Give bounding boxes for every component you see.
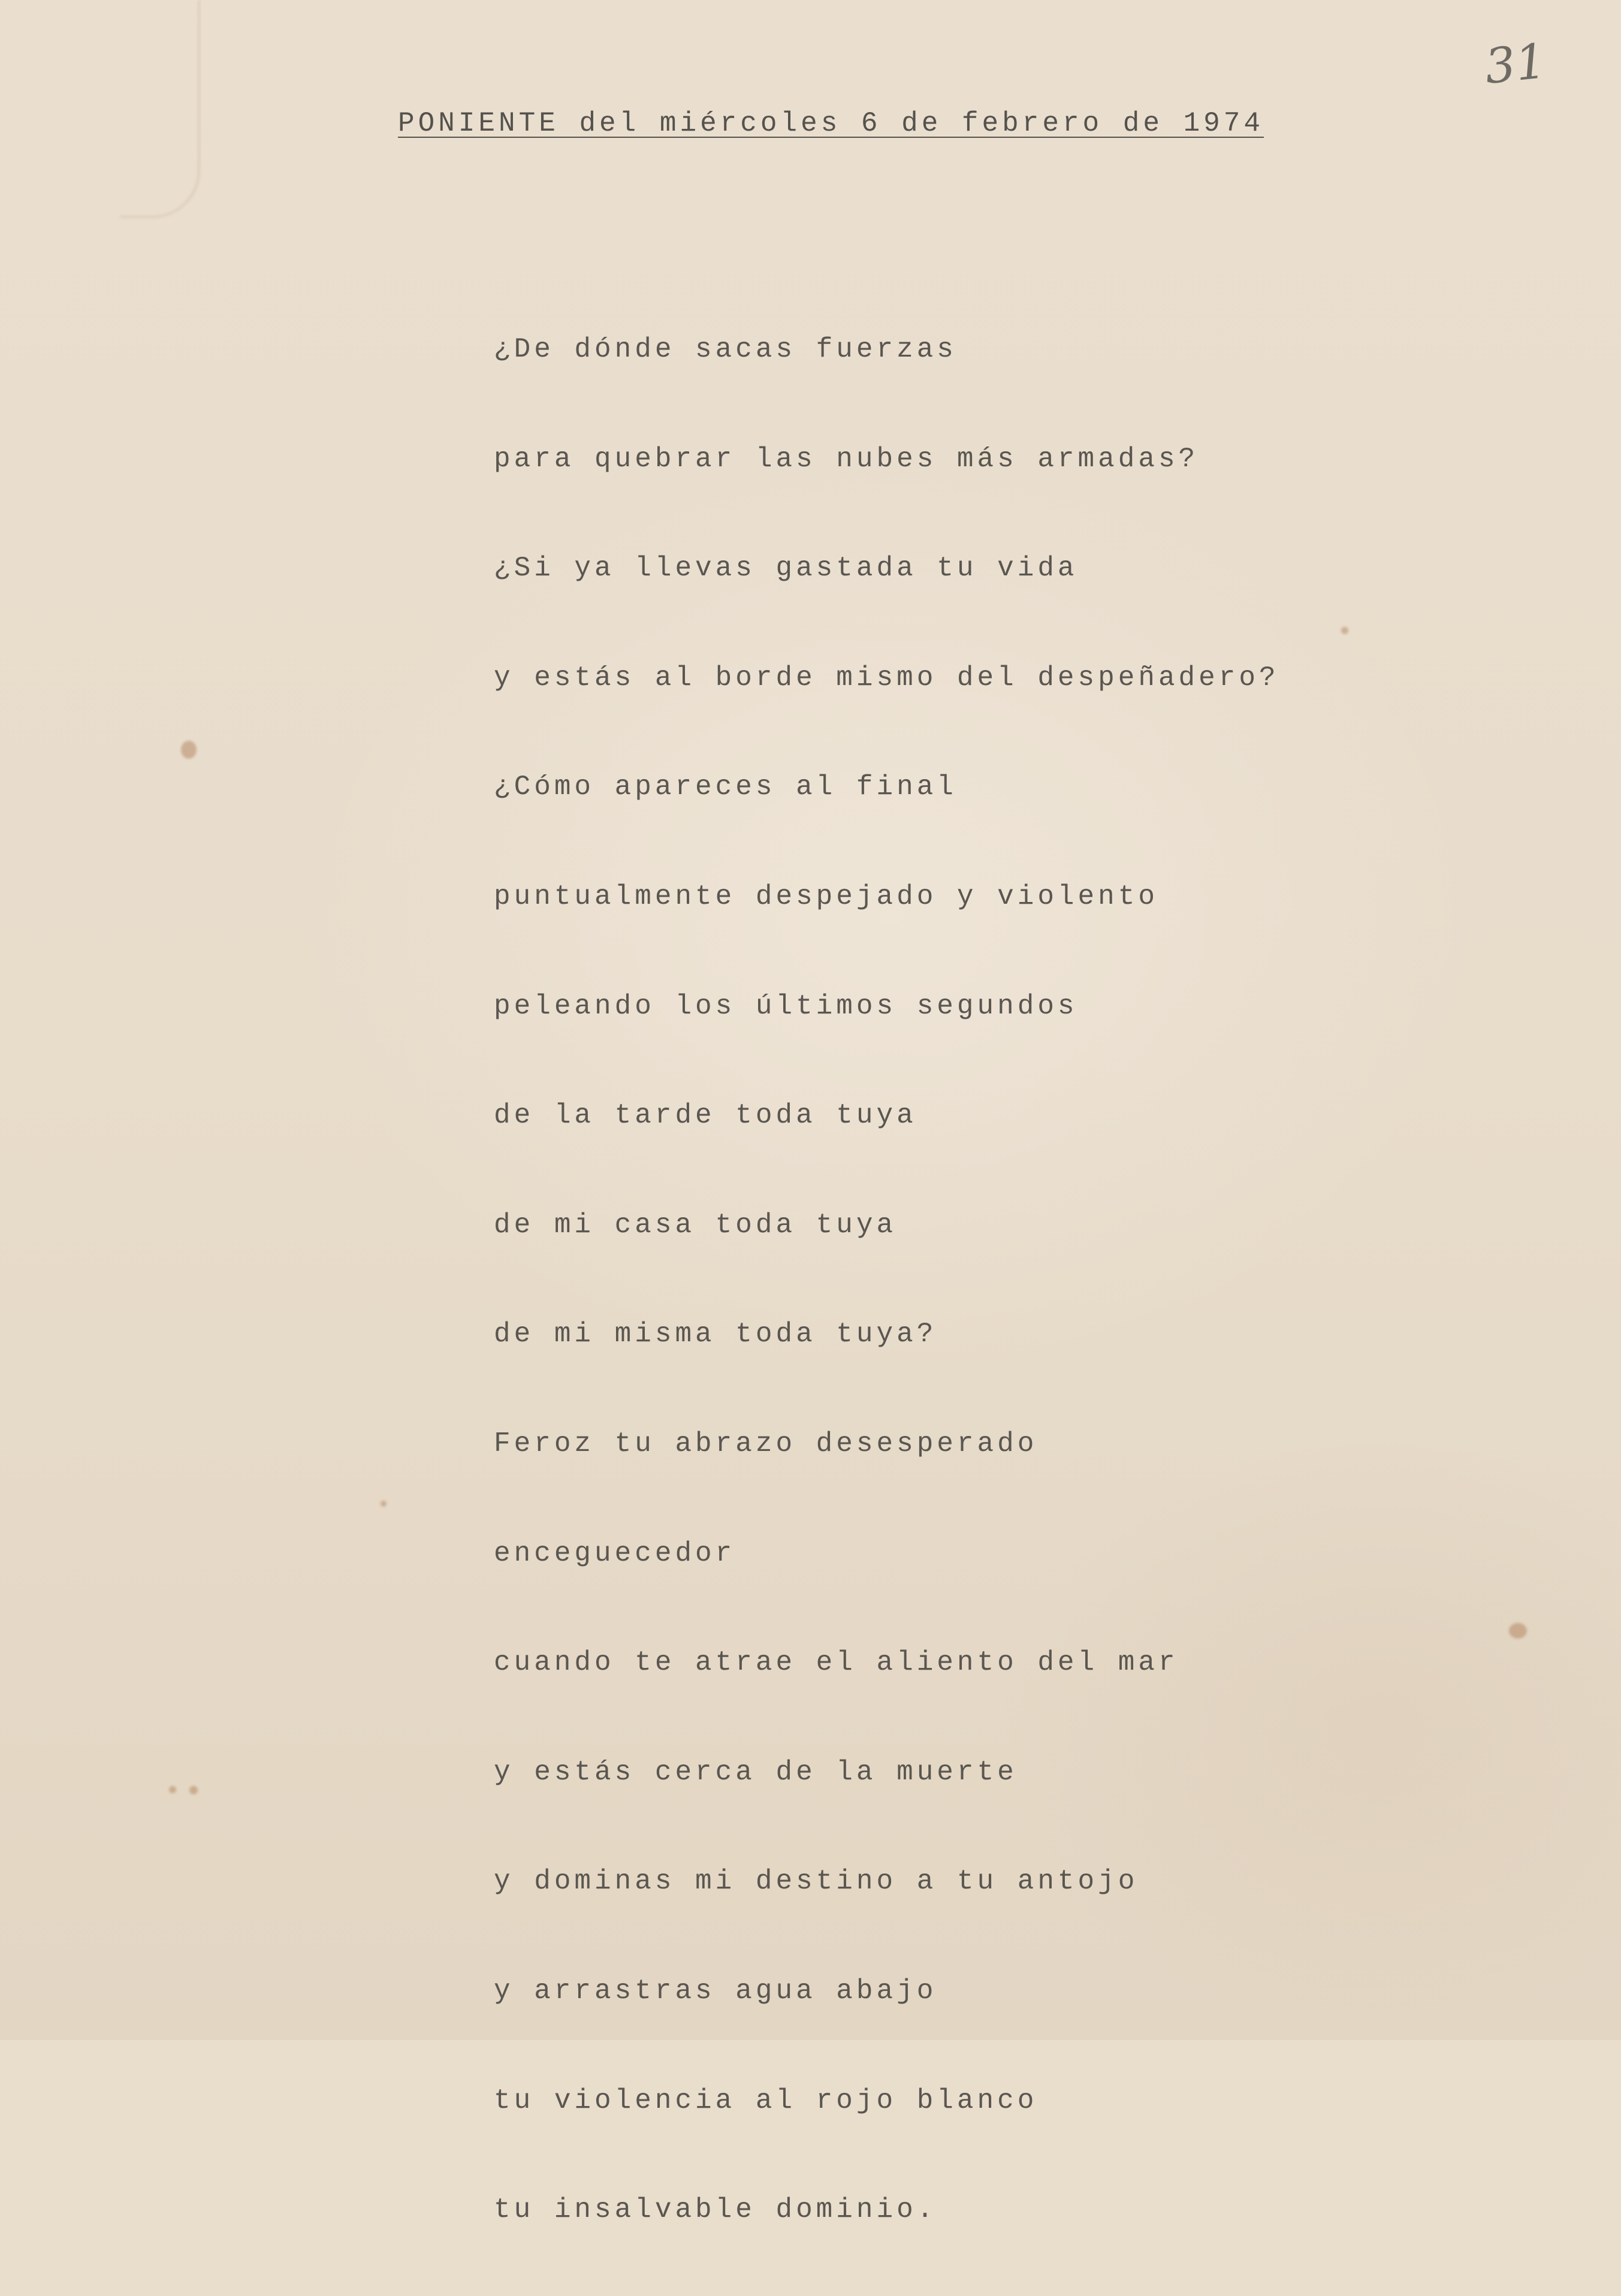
poem-line: de la tarde toda tuya: [494, 1100, 917, 1132]
foxing-spot: [181, 741, 197, 759]
poem-line: de mi casa toda tuya: [494, 1209, 897, 1241]
poem-line: tu violencia al rojo blanco: [494, 2084, 1038, 2116]
page-number: 31: [1482, 32, 1549, 95]
poem-line: Feroz tu abrazo desesperado: [494, 1428, 1038, 1459]
poem-line: ¿Si ya llevas gastada tu vida: [494, 553, 1078, 584]
poem-line: y dominas mi destino a tu antojo: [494, 1866, 1139, 1897]
poem-line: de mi misma toda tuya?: [494, 1319, 937, 1350]
foxing-spot: [1509, 1623, 1527, 1639]
poem: [494, 264, 1279, 2296]
foxing-spot: [1341, 627, 1348, 634]
poem-line: ¿De dónde sacas fuerzas: [494, 334, 957, 365]
poem-line: y arrastras agua abajo: [494, 1975, 937, 2007]
poem-line: tu insalvable dominio.: [494, 2194, 937, 2226]
poem-line: peleando los últimos segundos: [494, 990, 1078, 1022]
paper-stain: [120, 0, 200, 218]
page-title: PONIENTE del miércoles 6 de febrero de 1974: [398, 108, 1264, 139]
poem-line: enceguecedor: [494, 1537, 736, 1569]
foxing-spot: [169, 1786, 176, 1793]
poem-line: ¿Cómo apareces al final: [494, 771, 957, 803]
poem-line: puntualmente despejado y violento: [494, 880, 1158, 912]
poem-line: y estás cerca de la muerte: [494, 1756, 1018, 1788]
foxing-spot: [189, 1786, 198, 1794]
poem-line: para quebrar las nubes más armadas?: [494, 443, 1199, 475]
poem-line: cuando te atrae el aliento del mar: [494, 1647, 1179, 1679]
poem-line: y estás al borde mismo del despeñadero?: [494, 662, 1279, 693]
foxing-spot: [381, 1501, 387, 1507]
